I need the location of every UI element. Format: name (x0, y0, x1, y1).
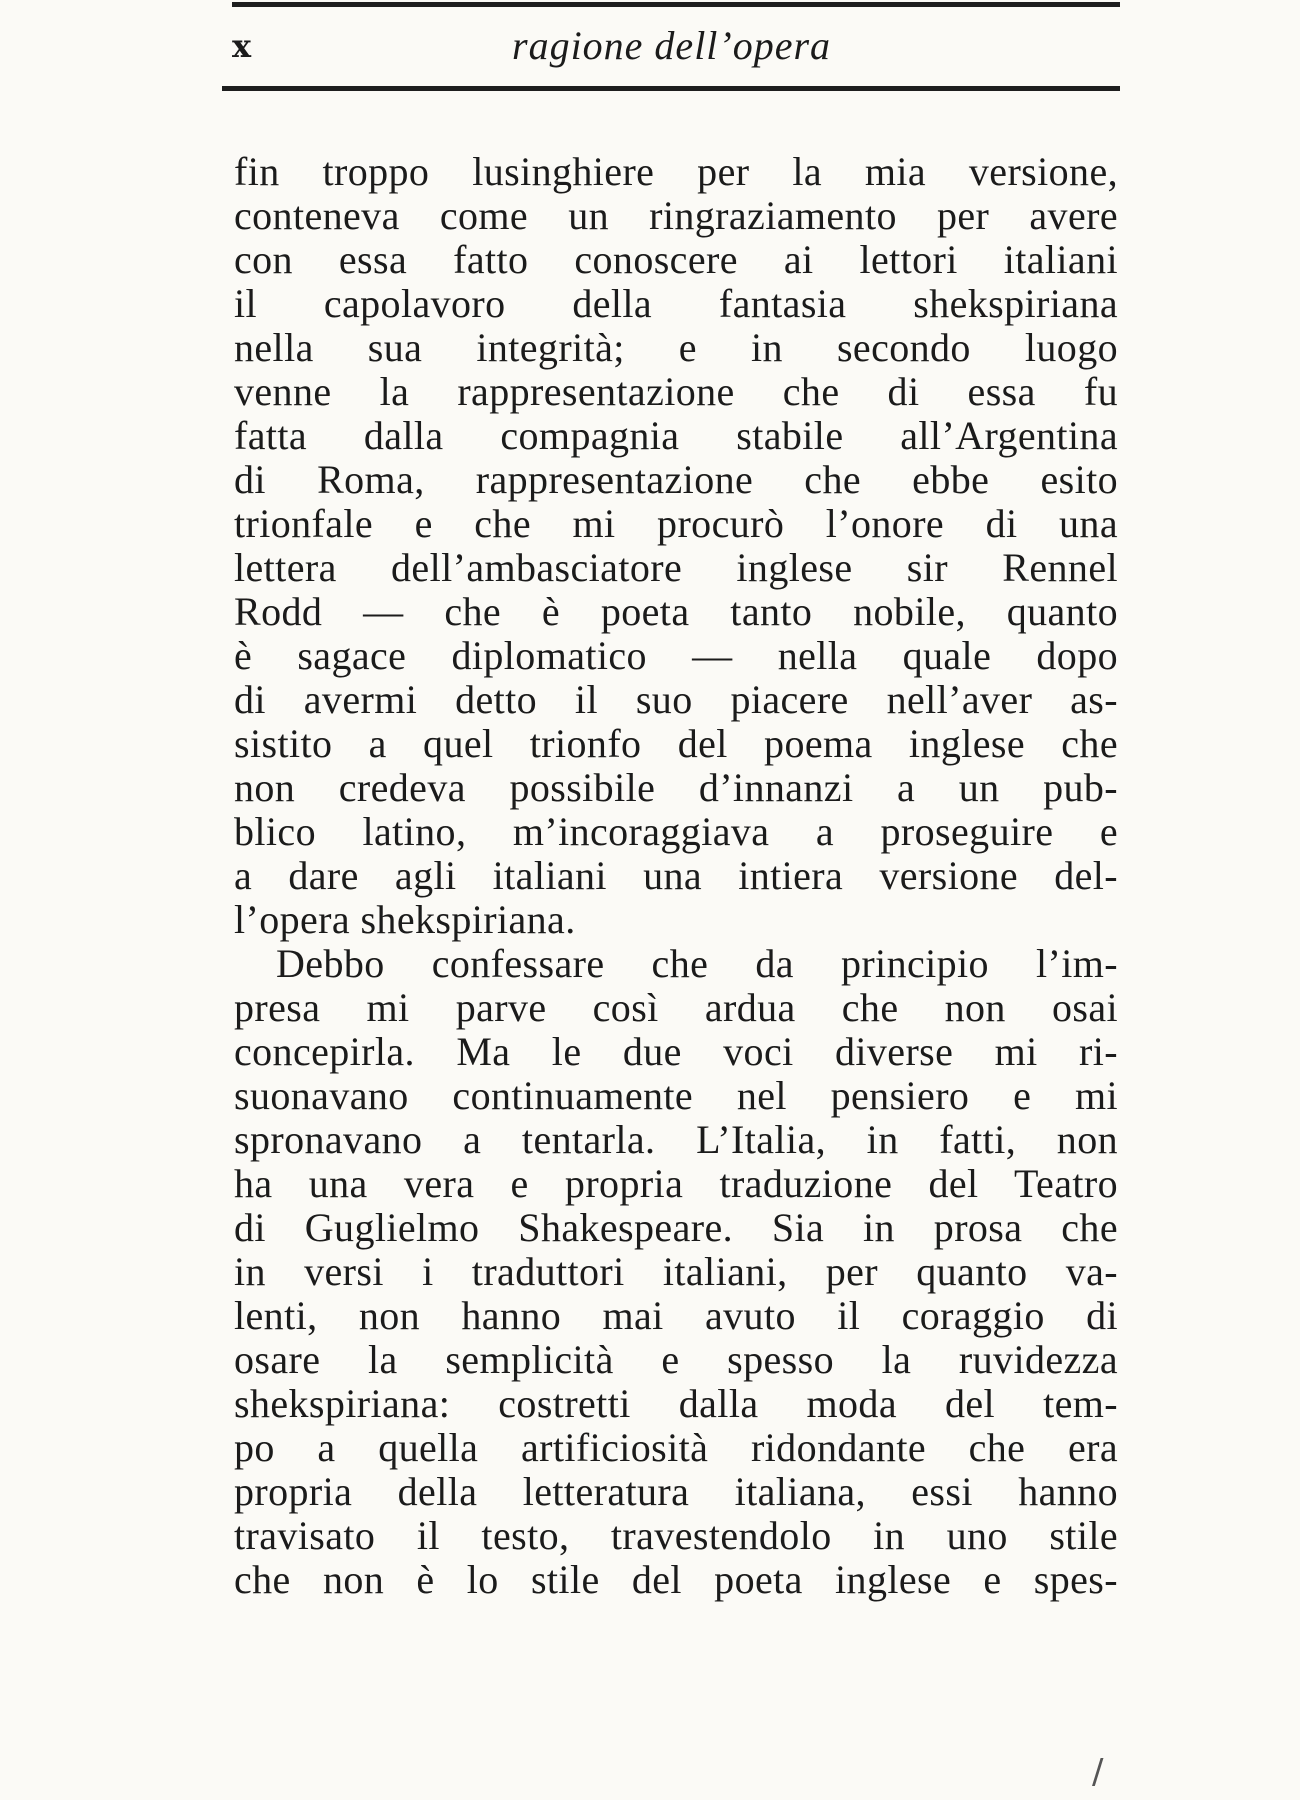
running-title: ragione dell’opera (512, 23, 832, 68)
text-line: ha una vera e propria traduzione del Teatro (234, 1161, 1118, 1206)
text-line: Rodd — che è poeta tanto nobile, quanto (234, 589, 1118, 634)
text-line: conteneva come un ringraziamento per avere (234, 193, 1118, 238)
page-body-text (234, 150, 1118, 1602)
text-line: fatta dalla compagnia stabile all’Argentina (234, 413, 1118, 458)
text-line: osare la semplicità e spesso la ruvidezza (234, 1337, 1118, 1382)
text-line-paragraph-start: Debbo confessare che da principio l’im- (276, 941, 1118, 986)
text-line: di Roma, rappresentazione che ebbe esito (234, 457, 1118, 502)
corner-ink-mark: / (1092, 1752, 1104, 1792)
text-line: di Guglielmo Shakespeare. Sia in prosa che (234, 1205, 1118, 1250)
text-line: non credeva possibile d’innanzi a un pub- (234, 765, 1118, 810)
top-rule (232, 2, 1120, 7)
page-number: x (232, 27, 253, 65)
text-line: fin troppo lusinghiere per la mia versione, (234, 149, 1118, 194)
text-line: trionfale e che mi procurò l’onore di una (234, 501, 1118, 546)
text-line: in versi i traduttori italiani, per quanto va- (234, 1249, 1118, 1294)
header-rule (222, 86, 1120, 91)
text-line-paragraph-end: l’opera shekspiriana. (234, 897, 576, 942)
text-line: spronavano a tentarla. L’Italia, in fatti, non (234, 1117, 1118, 1162)
text-line: nella sua integrità; e in secondo luogo (234, 325, 1118, 370)
text-line: a dare agli italiani una intiera versione del- (234, 853, 1118, 898)
text-line: con essa fatto conoscere ai lettori italiani (234, 237, 1118, 282)
text-line: po a quella artificiosità ridondante che era (234, 1425, 1118, 1470)
text-line: presa mi parve così ardua che non osai (234, 985, 1118, 1030)
text-line: shekspiriana: costretti dalla moda del tem- (234, 1381, 1118, 1426)
text-line: propria della letteratura italiana, essi hanno (234, 1469, 1118, 1514)
text-line: blico latino, m’incoraggiava a proseguire e (234, 809, 1118, 854)
text-line: che non è lo stile del poeta inglese e spes- (234, 1557, 1118, 1602)
text-line: è sagace diplomatico — nella quale dopo (234, 633, 1118, 678)
text-line: lettera dell’ambasciatore inglese sir Rennel (234, 545, 1118, 590)
text-line: travisato il testo, travestendolo in uno stile (234, 1513, 1118, 1558)
text-line: venne la rappresentazione che di essa fu (234, 369, 1118, 414)
text-line: sistito a quel trionfo del poema inglese che (234, 721, 1118, 766)
text-line: di avermi detto il suo piacere nell’aver as- (234, 677, 1118, 722)
text-line: suonavano continuamente nel pensiero e mi (234, 1073, 1118, 1118)
text-line: concepirla. Ma le due voci diverse mi ri- (234, 1029, 1118, 1074)
text-line: lenti, non hanno mai avuto il coraggio di (234, 1293, 1118, 1338)
text-line: il capolavoro della fantasia shekspiriana (234, 281, 1118, 326)
